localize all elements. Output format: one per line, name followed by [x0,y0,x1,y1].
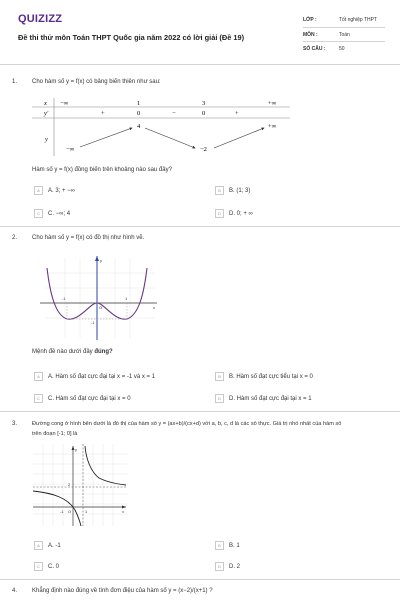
table-arrow-down [145,128,195,148]
option-letter-box: C [34,562,43,571]
question-divider [0,226,400,227]
option-c[interactable] [34,394,131,403]
question-divider [0,579,400,580]
option-d[interactable] [215,562,240,571]
question-text: Khẳng định nào đúng về tính đơn điệu của hàm số y = (x−2)/(x+1) ? [32,588,213,594]
hyperbola-graph [33,444,128,526]
meta-label-count: SỐ CÂU : [303,46,326,52]
option-text: A. Hàm số đạt cực đại tại x = -1 và x = 1 [48,373,156,380]
table-arrow-up [214,128,264,148]
option-a[interactable] [34,541,61,550]
meta-divider [303,27,385,28]
option-letter-box: D [215,394,224,403]
page-title: Đề thi thử môn Toán THPT Quốc gia năm 2022 có lời giải (Đề 19) [18,33,245,42]
meta-value-count: 50 [339,46,345,52]
brand-logo: QUIZIZZ [18,13,63,25]
question-divider [0,411,400,412]
graph-label-one: 1 [85,509,88,514]
function-graph [35,253,160,343]
table-y-cell: +∞ [268,123,277,130]
option-letter-box: B [215,541,224,550]
option-c[interactable] [34,562,59,571]
table-x-cell: 3 [202,100,206,107]
option-text: D. 2 [229,563,241,570]
question-text: Đường cong ở hình bên dưới là đồ thị của hàm số y = (ax+b)/(cx+d) với a, b, c, d là các số thực. Giá trị nhỏ nhất của hàm số [32,421,342,427]
meta-label-class: LỚP : [303,17,317,23]
option-letter-box: A [34,186,43,195]
option-text: C. 0 [48,563,60,570]
option-b[interactable] [215,541,240,550]
table-x-cell: −∞ [60,100,69,107]
option-text: B. (1; 3) [229,187,251,194]
graph-label-min-value: -1 [91,320,95,325]
table-dy-cell: − [172,110,176,117]
graph-label-minus-one: -1 [60,509,64,514]
option-text: D. 0; + ∞ [229,210,253,217]
table-dy-label: y' [44,110,49,117]
question-number: 4. [12,588,18,594]
question-text: Cho hàm số y = f(x) có bảng biến thiên như sau: [32,79,161,85]
table-x-label: x [44,100,47,107]
meta-value-subject: Toán [339,32,350,38]
table-y-cell: −∞ [66,146,75,153]
option-letter-box: D [215,209,224,218]
option-text: A. 3; + −∞ [48,187,75,194]
option-b[interactable] [215,372,313,381]
option-a[interactable] [34,186,75,195]
table-dy-cell: + [101,110,105,117]
graph-label-x: x [153,305,155,310]
option-letter-box: C [34,394,43,403]
meta-label-subject: MÔN : [303,32,318,38]
option-text: C. Hàm số đạt cực đại tại x = 0 [48,395,131,402]
graph-label-origin: O [99,305,103,310]
question-number: 1. [12,79,18,85]
option-letter-box: D [215,562,224,571]
graph-label-one: 1 [125,296,128,301]
subtext-regular: Mệnh đề nào dưới đây [32,349,95,355]
question-text-cont: trên đoạn [-1; 0] là [32,431,78,437]
header-divider [0,64,400,65]
hyperbola-branch-left [33,491,81,526]
option-text: B. Hàm số đạt cực tiểu tại x = 0 [229,373,313,380]
option-b[interactable] [215,186,250,195]
option-letter-box: B [215,372,224,381]
question-number: 2. [12,235,18,241]
graph-label-y: y [100,258,102,263]
table-x-cell: 1 [137,100,141,107]
graph-label-x: x [122,509,124,514]
table-dy-cell: + [235,110,239,117]
table-dy-cell: 0 [137,110,141,117]
meta-value-class: Tốt nghiệp THPT [339,17,377,23]
subtext-bold: đúng? [94,349,113,355]
option-text: C. −∞; 4 [48,210,71,217]
option-d[interactable] [215,209,253,218]
table-y-label: y [45,136,48,143]
option-text: B. 1 [229,542,240,549]
question-number: 3. [12,421,18,427]
question-text: Cho hàm số y = f(x) có đồ thị như hình vẽ. [32,235,145,241]
question-subtext: Hàm số y = f(x) đồng biến trên khoảng nào sau đây? [32,167,172,173]
option-a[interactable] [34,372,155,381]
graph-label-origin: O [68,509,72,514]
option-text: D. Hàm số đạt cực đại tại x = 1 [229,395,312,402]
table-y-cell: −2 [200,146,207,153]
meta-divider [303,41,385,42]
table-x-cell: +∞ [268,100,277,107]
hyperbola-branch-right [85,446,126,485]
question-subtext [32,349,113,355]
graph-label-y: y [75,447,77,452]
table-y-cell: 4 [137,123,141,130]
option-d[interactable] [215,394,312,403]
variation-table [32,98,292,158]
table-dy-cell: 0 [202,110,206,117]
option-letter-box: A [34,372,43,381]
option-letter-box: B [215,186,224,195]
option-letter-box: A [34,541,43,550]
option-letter-box: C [34,209,43,218]
option-c[interactable] [34,209,70,218]
graph-label-two: 2 [68,482,71,487]
table-arrow-up [80,128,132,147]
graph-label-minus-one: -1 [62,296,66,301]
option-text: A. -1 [48,542,61,549]
